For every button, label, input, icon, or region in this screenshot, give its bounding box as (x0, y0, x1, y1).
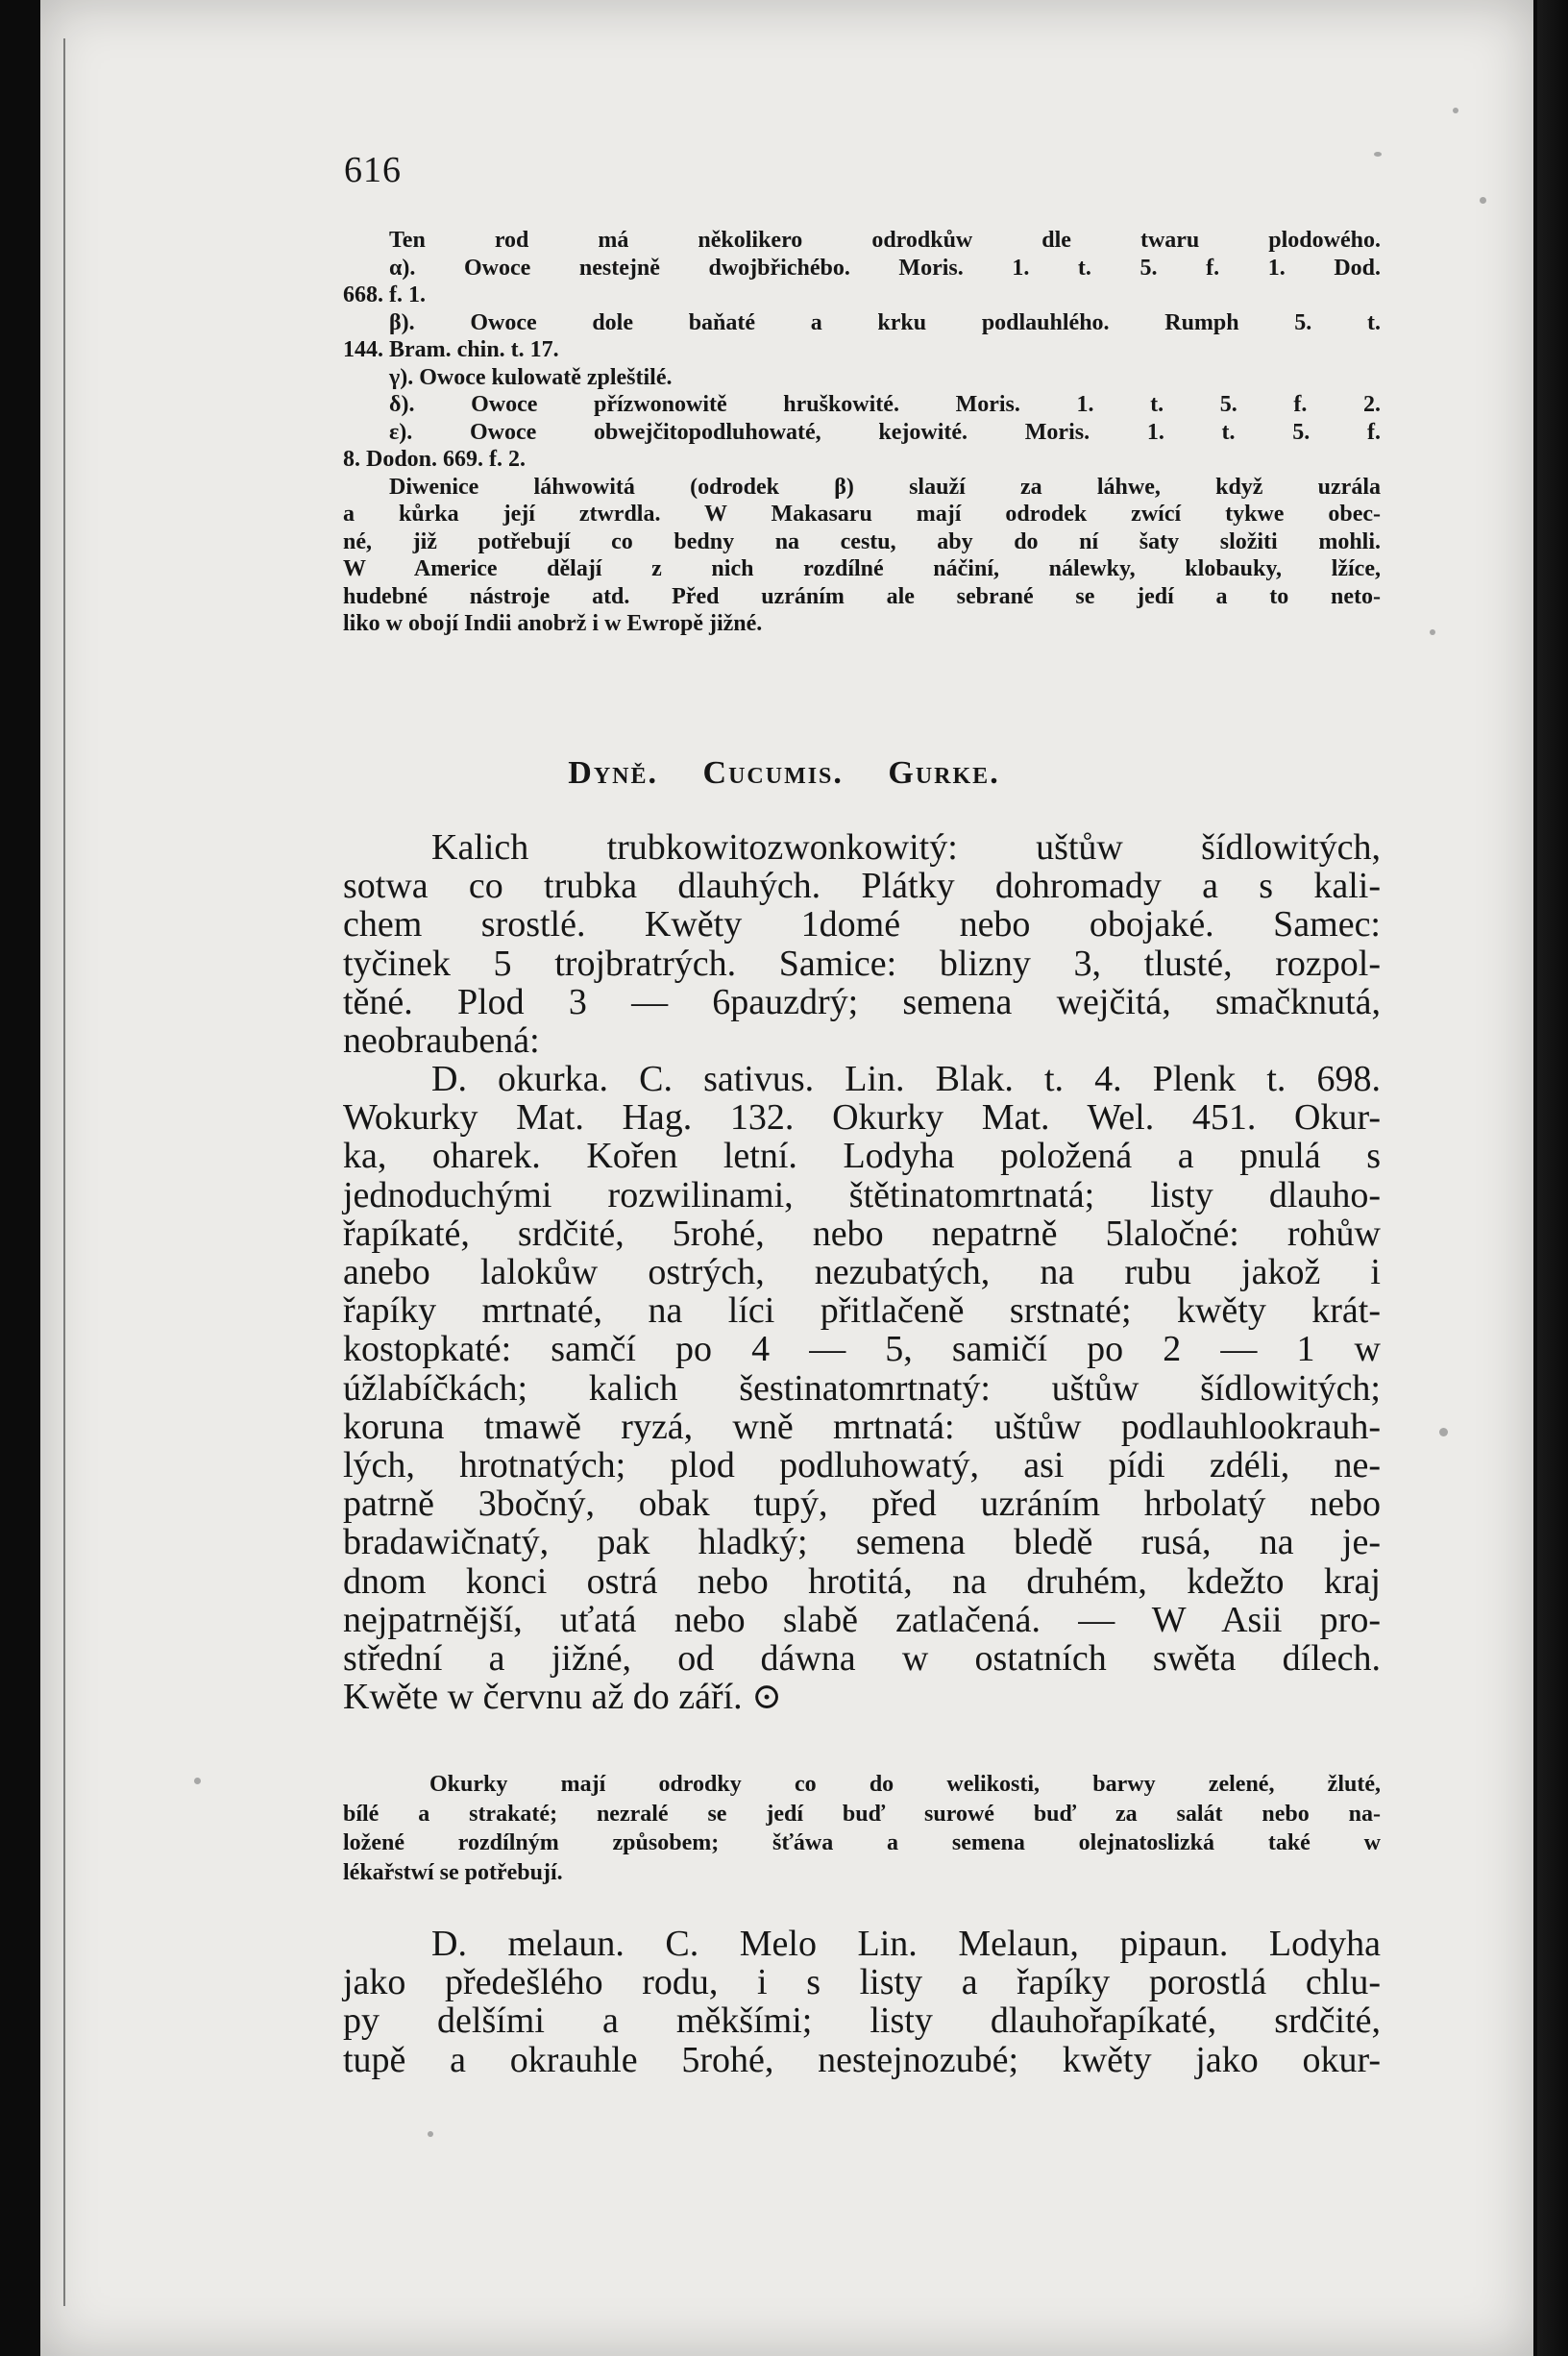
okurka-note (343, 1770, 1381, 1887)
dust-speck (1480, 197, 1486, 204)
dust-speck (428, 2131, 433, 2137)
text-line: tyčinek 5 trojbratrých. Samice: blizny 3, tlusté, rozpol- (343, 943, 1381, 984)
genus-heading-german: Gurke. (888, 755, 1000, 791)
page-gutter-line (63, 38, 65, 2306)
text-line: a kůrka její ztwrdla. W Makasaru mají odrodek zwící tykwe obec- (343, 502, 1381, 527)
text-line: střední a jižné, od dáwna w ostatních swěta dílech. (343, 1638, 1381, 1680)
text-line: hudebné nástroje atd. Před uzráním ale sebrané se jedí a to neto- (343, 583, 1381, 609)
text-line: ε). Owoce obwejčitopodluhowaté, kejowité. Moris. 1. t. 5. f. (389, 419, 1381, 445)
text-line: jako předešlého rodu, i s listy a řapíky porostlá chlu- (343, 1962, 1381, 2003)
text-line: chem srostlé. Kwěty 1domé nebo obojaké. Samec: (343, 904, 1381, 945)
genus-heading-latin: Cucumis. (702, 755, 844, 791)
dust-speck (1374, 152, 1382, 157)
text-line: 144. Bram. chin. t. 17. (343, 337, 559, 362)
text-line: ka, oharek. Kořen letní. Lodyha položená a pnulá s (343, 1136, 1381, 1177)
genus-description (343, 828, 1381, 1060)
text-line: 668. f. 1. (343, 282, 426, 307)
text-line: W Americe dělají z nich rozdílné náčiní, nálewky, klobauky, lžíce, (343, 556, 1381, 581)
text-line: β). Owoce dole baňaté a krku podlauhlého. Rumph 5. t. (389, 309, 1381, 335)
text-line: sotwa co trubka dlauhých. Plátky dohromady a s kali- (343, 866, 1381, 907)
text-line: γ). Owoce kulowatě zpleštilé. (389, 364, 673, 390)
text-line: Ten rod má několikero odrodkůw dle twaru plodowého. (389, 228, 1381, 253)
text-line: těné. Plod 3 — 6pauzdrý; semena wejčitá, smačknutá, (343, 981, 1381, 1022)
dust-speck (1439, 1428, 1448, 1436)
species-okurka-description (343, 1060, 1381, 1716)
intro-paragraph (343, 227, 1381, 638)
text-line: ložené rozdílným způsobem; šťáwa a semena olejnatoslizká také w (343, 1830, 1381, 1855)
text-line: dnom konci ostrá nebo hrotitá, na druhém, kdežto kraj (343, 1560, 1381, 1602)
genus-heading-czech: Dyně. (568, 755, 659, 791)
text-line: 8. Dodon. 669. f. 2. (343, 447, 527, 472)
text-line: D. melaun. C. Melo Lin. Melaun, pipaun. Lodyha (431, 1924, 1381, 1964)
text-line: kostopkaté: samčí po 4 — 5, samičí po 2 — 1 w (343, 1329, 1381, 1370)
text-line: patrně 3bočný, obak tupý, před uzráním hrbolatý nebo (343, 1484, 1381, 1525)
dust-speck (194, 1778, 201, 1784)
text-line: tupě a okrauhle 5rohé, nestejnozubé; kwěty jako okur- (343, 2039, 1381, 2080)
text-line: úžlabíčkách; kalich šestinatomrtnatý: uštůw šídlowitých; (343, 1367, 1381, 1409)
text-line: δ). Owoce přízwonowitě hruškowité. Moris. 1. t. 5. f. 2. (389, 392, 1381, 417)
text-line: bílé a strakaté; nezralé se jedí buď surowé buď za salát nebo na- (343, 1801, 1381, 1827)
page-edge-shadow (1537, 0, 1568, 2356)
genus-heading (0, 755, 1568, 792)
text-line: liko w obojí Indii anobrž i w Ewropě jižné. (343, 611, 763, 636)
text-line: Okurky mají odrodky co do welikosti, barwy zelené, žluté, (429, 1772, 1381, 1797)
dust-speck (1453, 108, 1458, 113)
text-line: nejpatrnější, uťatá nebo slabě zatlačená. — W Asii pro- (343, 1599, 1381, 1640)
page-number: 616 (344, 150, 402, 190)
text-line: bradawičnatý, pak hladký; semena bledě rusá, na je- (343, 1522, 1381, 1563)
text-line: řapíkaté, srdčité, 5rohé, nebo nepatrně 5laločné: rohůw (343, 1213, 1381, 1254)
text-line: né, již potřebují co bedny na cestu, aby do ní šaty složiti mohli. (343, 528, 1381, 554)
text-line: Kwěte w červnu až do září. ⊙ (343, 1677, 783, 1718)
dust-speck (1430, 629, 1435, 635)
text-line: py delšími a měkšími; listy dlauhořapíkaté, srdčité, (343, 2000, 1381, 2042)
text-line: Diwenice láhwowitá (odrodek β) slauží za láhwe, když uzrála (389, 474, 1381, 500)
text-line: α). Owoce nestejně dwojbřichébo. Moris. 1. t. 5. f. 1. Dod. (389, 255, 1381, 281)
text-line: anebo lalokůw ostrých, nezubatých, na rubu jakož i (343, 1252, 1381, 1293)
text-line: řapíky mrtnaté, na líci přitlačeně srstnaté; kwěty krát- (343, 1290, 1381, 1332)
text-line: jednoduchými rozwilinami, štětinatomrtnatá; listy dlauho- (343, 1174, 1381, 1215)
text-line: lékařstwí se potřebují. (343, 1859, 563, 1885)
text-line: lých, hrotnatých; plod podluhowatý, asi pídi zdéli, ne- (343, 1445, 1381, 1486)
text-line: koruna tmawě ryzá, wně mrtnatá: uštůw podlauhlookrauh- (343, 1406, 1381, 1447)
species-melaun-description (343, 1925, 1381, 2079)
text-line: D. okurka. C. sativus. Lin. Blak. t. 4. Plenk t. 698. (431, 1059, 1381, 1099)
text-line: Kalich trubkowitozwonkowitý: uštůw šídlowitých, (431, 827, 1381, 868)
text-line: neobraubená: (343, 1020, 540, 1062)
text-line: Wokurky Mat. Hag. 132. Okurky Mat. Wel. 451. Okur- (343, 1097, 1381, 1139)
